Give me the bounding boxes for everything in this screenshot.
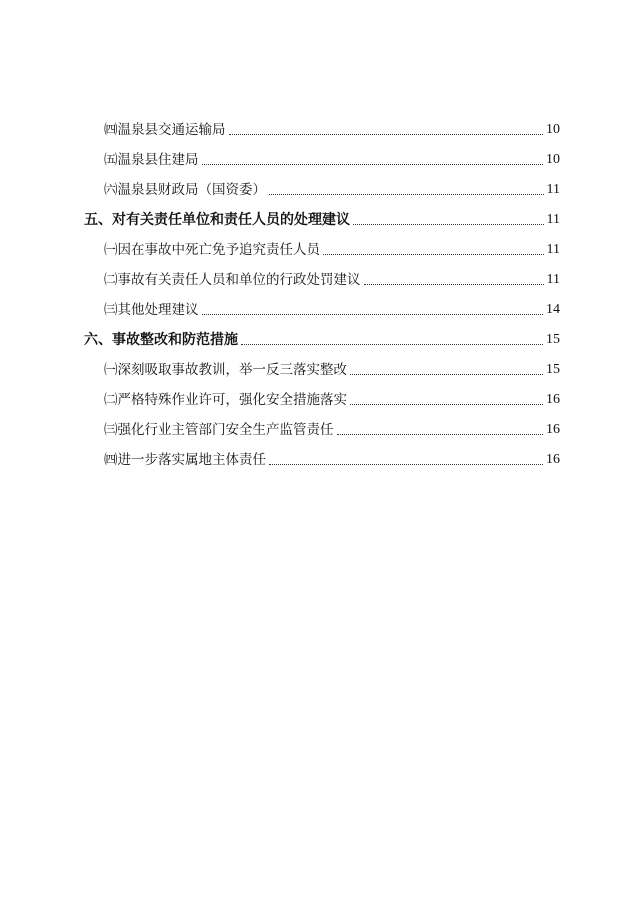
toc-entry-page: 10 bbox=[546, 152, 560, 167]
dot-leader bbox=[364, 284, 544, 285]
toc-entry-page: 14 bbox=[546, 302, 560, 317]
toc-entry-label: ㈠深刻吸取事故教训，举一反三落实整改 bbox=[104, 362, 347, 378]
toc-entry-industry-supervision[interactable] bbox=[104, 417, 560, 439]
toc-entry-label: ㈥温泉县财政局（国资委） bbox=[104, 182, 266, 198]
toc-entry-label: ㈠因在事故中死亡免予追究责任人员 bbox=[104, 242, 320, 258]
dot-leader bbox=[350, 404, 543, 405]
dot-leader bbox=[202, 314, 544, 315]
toc-entry-other-suggestions[interactable] bbox=[104, 297, 560, 319]
dot-leader bbox=[337, 434, 544, 435]
toc-entry-exempt-personnel[interactable] bbox=[104, 237, 560, 259]
toc-entry-lessons[interactable] bbox=[104, 357, 560, 379]
toc-entry-label: ㈢其他处理建议 bbox=[104, 302, 199, 318]
toc-entry-label: ㈣进一步落实属地主体责任 bbox=[104, 452, 266, 468]
dot-leader bbox=[229, 134, 544, 135]
toc-entry-page: 16 bbox=[546, 452, 560, 467]
toc-section-5[interactable] bbox=[84, 207, 560, 229]
toc-section-label: 六、事故整改和防范措施 bbox=[84, 332, 238, 348]
dot-leader bbox=[202, 164, 544, 165]
dot-leader bbox=[269, 194, 544, 195]
toc-entry-territorial-responsibility[interactable] bbox=[104, 447, 560, 469]
dot-leader bbox=[350, 374, 543, 375]
toc-entry-label: ㈢强化行业主管部门安全生产监管责任 bbox=[104, 422, 334, 438]
toc-entry-label: ㈡严格特殊作业许可，强化安全措施落实 bbox=[104, 392, 347, 408]
toc-entry-page: 11 bbox=[546, 182, 560, 197]
toc-entry-page: 15 bbox=[546, 332, 560, 347]
toc-section-label: 五、对有关责任单位和责任人员的处理建议 bbox=[84, 212, 350, 228]
dot-leader bbox=[323, 254, 544, 255]
dot-leader bbox=[353, 224, 544, 225]
toc-entry-page: 11 bbox=[546, 272, 560, 287]
toc-entry-page: 16 bbox=[546, 422, 560, 437]
toc-entry-page: 11 bbox=[546, 242, 560, 257]
toc-entry-label: ㈤温泉县住建局 bbox=[104, 152, 199, 168]
toc-entry-page: 15 bbox=[546, 362, 560, 377]
toc-entry-page: 11 bbox=[546, 212, 560, 227]
dot-leader bbox=[241, 344, 543, 345]
toc-entry-label: ㈡事故有关责任人员和单位的行政处罚建议 bbox=[104, 272, 361, 288]
toc-entry-administrative-penalty[interactable] bbox=[104, 267, 560, 289]
toc-entry-work-permits[interactable] bbox=[104, 387, 560, 409]
toc-entry-finance-bureau[interactable] bbox=[104, 177, 560, 199]
toc-entry-page: 10 bbox=[546, 122, 560, 137]
toc-entry-page: 16 bbox=[546, 392, 560, 407]
toc-entry-housing-bureau[interactable] bbox=[104, 147, 560, 169]
toc-entry-label: ㈣温泉县交通运输局 bbox=[104, 122, 226, 138]
toc-entry-transport-bureau[interactable] bbox=[104, 117, 560, 139]
toc-section-6[interactable] bbox=[84, 327, 560, 349]
dot-leader bbox=[269, 464, 543, 465]
